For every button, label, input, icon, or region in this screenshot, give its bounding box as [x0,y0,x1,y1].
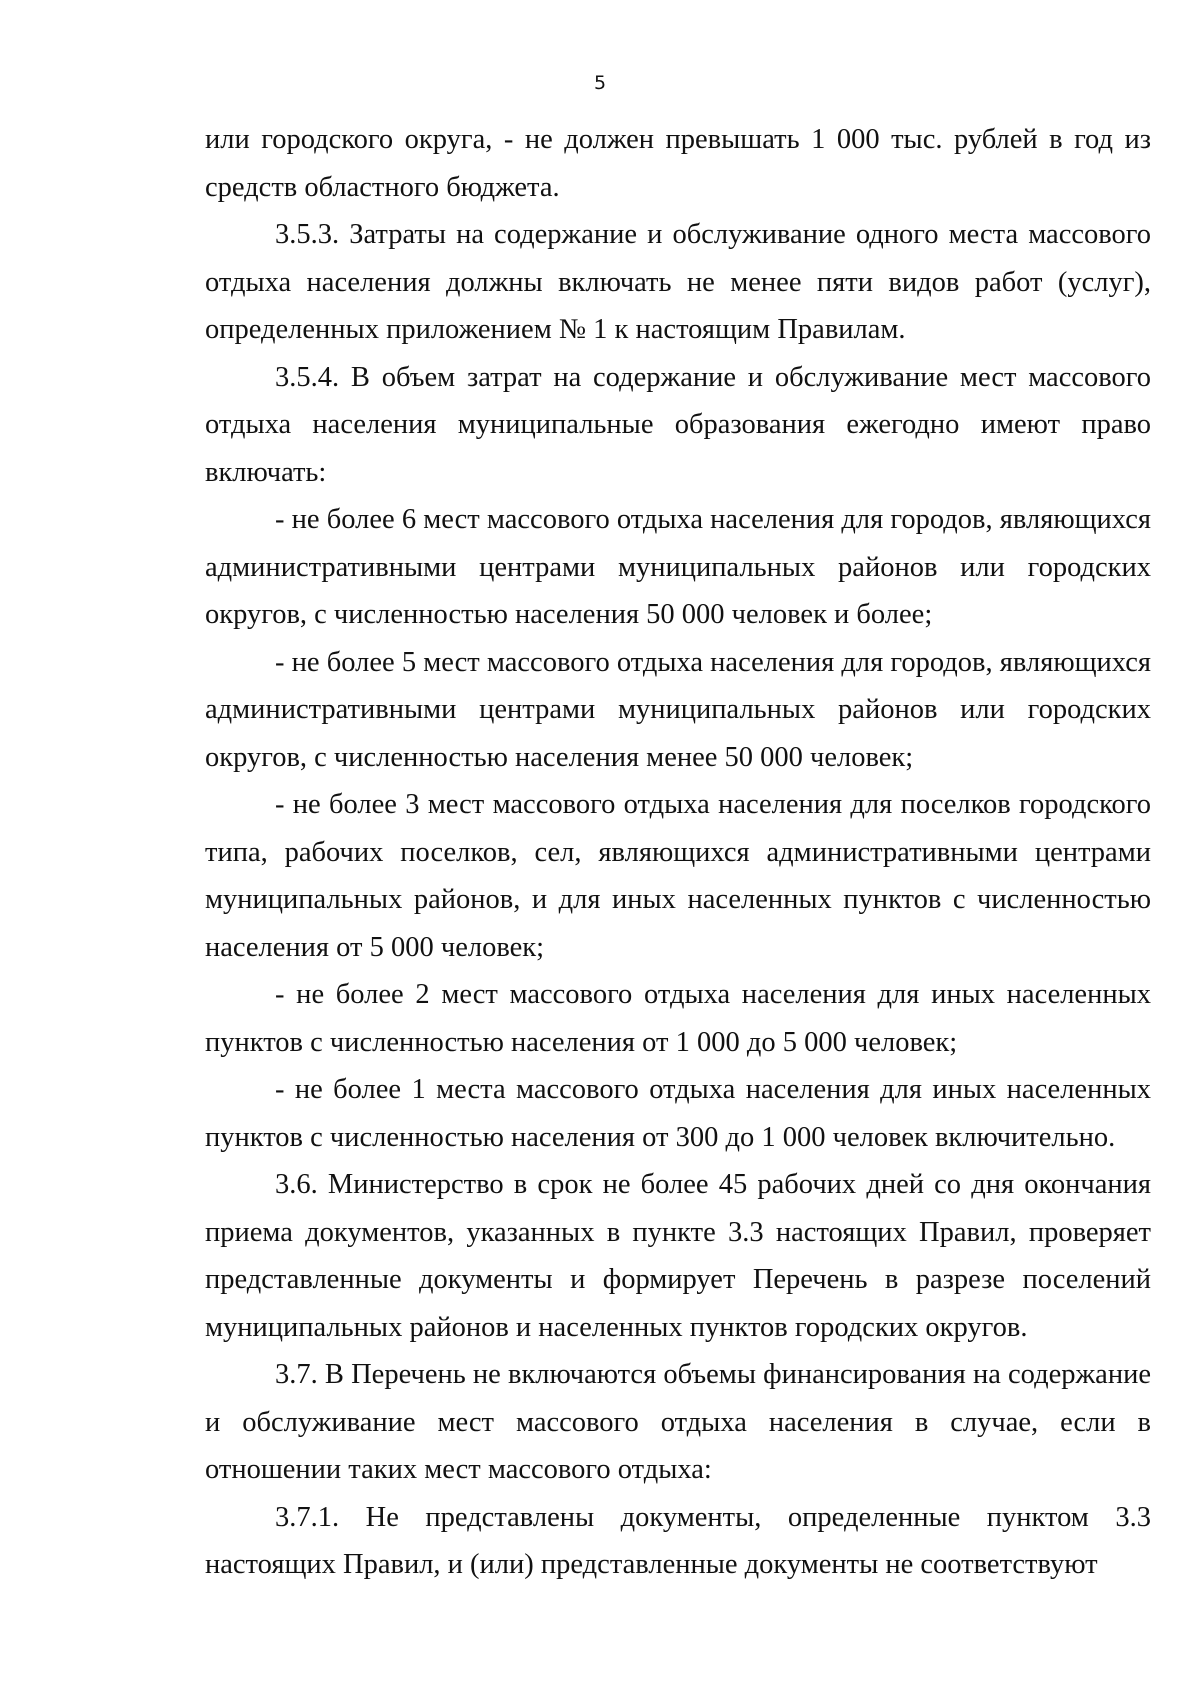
paragraph-continuation: или городского округа, - не должен превышать 1 000 тыс. рублей в год из средств областного бюджета. [205,124,1151,203]
paragraph-3-7: 3.7. В Перечень не включаются объемы финансирования на содержание и обслуживание мест массового отдыха населения в случае, если в отношении таких мест массового отдыха: [205,1359,1151,1485]
page-number: 5 [593,72,607,94]
list-item-3-places: - не более 3 мест массового отдыха населения для поселков городского типа, рабочих поселков, сел, являющихся административными центрами муниципальных районов, и для иных населенных пунктов с численностью населения от 5 000 человек; [205,789,1151,963]
paragraph-3-6: 3.6. Министерство в срок не более 45 рабочих дней со дня окончания приема документов, указанных в пункте 3.3 настоящих Правил, проверяет представленные документы и формирует Перечень в разрезе поселений муниципальных районов и населенных пунктов городских округов. [205,1169,1151,1343]
list-item-1-place: - не более 1 места массового отдыха населения для иных населенных пунктов с численностью населения от 300 до 1 000 человек включительно. [205,1074,1151,1153]
list-item-2-places: - не более 2 мест массового отдыха населения для иных населенных пунктов с численностью населения от 1 000 до 5 000 человек; [205,979,1151,1058]
paragraph-3-5-3: 3.5.3. Затраты на содержание и обслуживание одного места массового отдыха населения должны включать не менее пяти видов работ (услуг), определенных приложением № 1 к настоящим Правилам. [205,219,1151,345]
list-item-5-places: - не более 5 мест массового отдыха населения для городов, являющихся административными центрами муниципальных районов или городских округов, с численностью населения менее 50 000 человек; [205,646,1151,773]
paragraph-3-5-4: 3.5.4. В объем затрат на содержание и обслуживание мест массового отдыха населения муниципальные образования ежегодно имеют право включать: [205,361,1151,488]
list-item-6-places: - не более 6 мест массового отдыха населения для городов, являющихся административными центрами муниципальных районов или городских округов, с численностью населения 50 000 человек и более; [205,504,1151,630]
paragraph-3-7-1: 3.7.1. Не представлены документы, определенные пунктом 3.3 настоящих Правил, и (или) представленные документы не соответствуют [205,1501,1151,1580]
document-body [205,116,1151,1589]
